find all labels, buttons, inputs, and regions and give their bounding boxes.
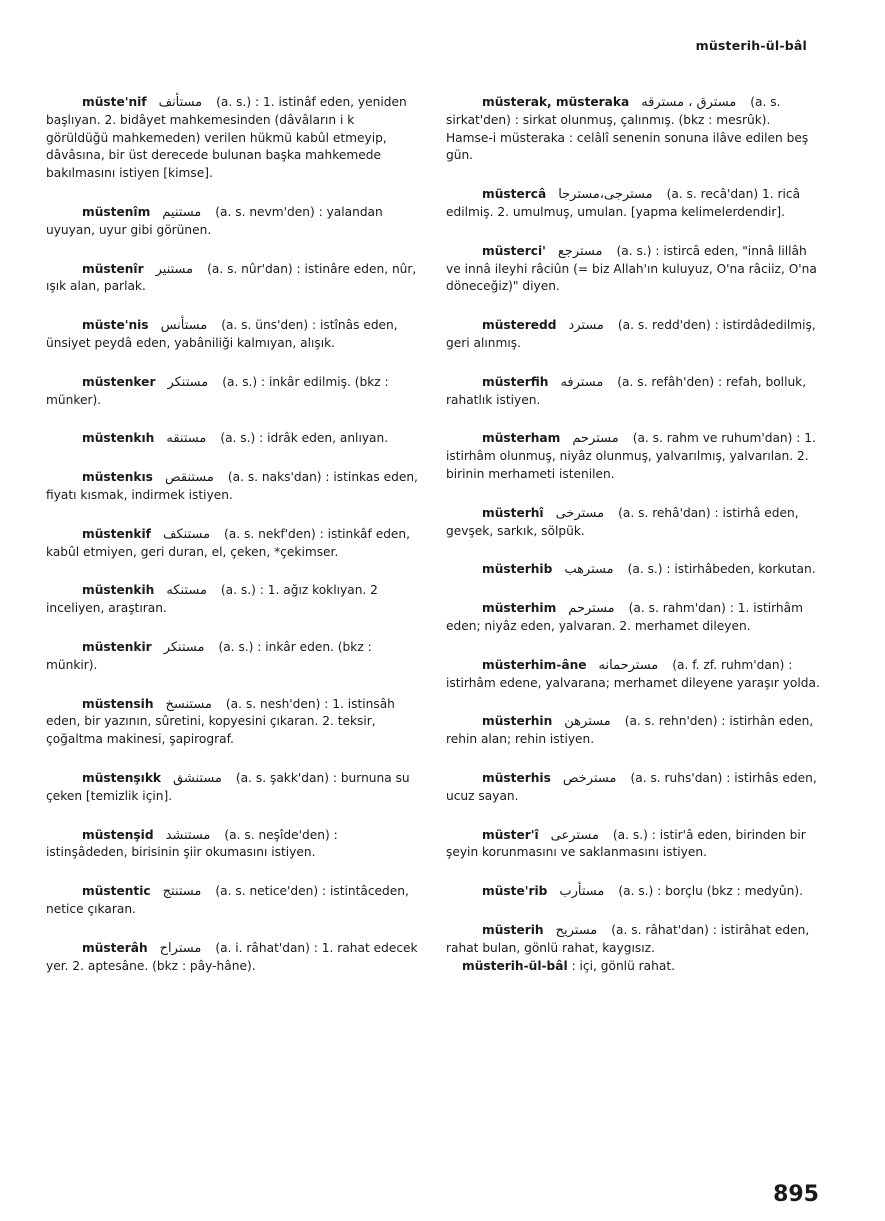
headword: müstenker	[82, 374, 156, 389]
entry-headline	[82, 583, 268, 597]
entry-headline	[482, 244, 663, 258]
headword: müstercâ	[482, 187, 547, 202]
entry-headline	[482, 658, 792, 672]
dictionary-entry	[446, 922, 820, 958]
entry-headline	[82, 205, 327, 219]
dictionary-entry	[46, 883, 418, 919]
grammar-info: (a. s. nevm'den) :	[215, 204, 327, 219]
entry-headline	[82, 95, 263, 109]
grammar-info: (a. s.) :	[218, 639, 266, 654]
arabic-script: مسترحمانه	[598, 657, 659, 673]
definition: istintâceden, netice çıkaran.	[46, 884, 409, 916]
grammar-info: (a. s. nûr'dan) :	[207, 261, 305, 276]
headword: müstenkih	[82, 583, 155, 598]
definition: 1. ağız koklıyan. 2 inceliyen, araştıran.	[46, 583, 378, 616]
headword: müsterham	[482, 431, 561, 446]
grammar-info: (a. s. rahm ve ruhum'dan) :	[632, 431, 805, 446]
headword: müster'î	[482, 827, 539, 842]
left-column	[46, 94, 418, 996]
grammar-info: (a. s. sirkat'den) :	[446, 95, 781, 127]
headword: müstenkıh	[82, 431, 155, 446]
grammar-info: (a. s. neşîde'den) :	[224, 827, 338, 842]
dictionary-entry	[46, 317, 418, 353]
arabic-script: مسترد	[568, 318, 604, 334]
definition: 1. ricâ edilmiş. 2. umulmuş, umulan. [yapma kelimelerdendir].	[446, 187, 801, 219]
arabic-script: مستنيم	[162, 204, 202, 220]
arabic-script: مستنشق	[173, 770, 222, 786]
entry-headline	[82, 697, 332, 711]
dictionary-entry	[46, 770, 418, 806]
headword: müsterih	[482, 922, 544, 937]
definition: inkâr edilmiş. (bkz : münker).	[46, 374, 389, 407]
headword: müsterhin	[482, 714, 553, 729]
headword: müsterhis	[482, 770, 551, 785]
dictionary-entry	[446, 94, 820, 165]
arabic-script: مسترهب	[564, 562, 614, 578]
headword: müstentic	[82, 884, 151, 899]
dictionary-entry	[446, 505, 820, 541]
grammar-info: (a. s.) :	[612, 827, 660, 842]
definition: 1. istinâf eden, yeniden başlıyan. 2. bidâyet mahkemesinden (dâvâların i k görüldüğü mahkemeden) verilen hükmü kabûl etmeyip, dâvâsına, bir üst derecede bulunan başka mahkemede bakılmasını istiyen [kimse].	[46, 95, 407, 181]
arabic-script: مسترعى	[550, 827, 599, 843]
headword: müsterhim	[482, 601, 557, 616]
entry-headline	[482, 318, 723, 332]
definition: 1. istirhâm olunmuş, niyâz olunmuş, yalvarılmış, yalvarılan. 2. birinin merhameti istenilen.	[446, 431, 816, 481]
grammar-info: (a. s.) :	[618, 884, 666, 899]
definition: 1. rahat edecek yer. 2. aptesâne. (bkz : pây-hâne).	[46, 940, 418, 973]
right-column	[446, 94, 820, 975]
entry-headline	[482, 375, 726, 389]
definition: istirdâdedilmiş, geri alınmış.	[446, 318, 816, 350]
arabic-script: مسترخص	[562, 770, 617, 786]
definition: istinkas eden, fiyatı kısmak, indirmek istiyen.	[46, 470, 418, 502]
definition: istinâre eden, nûr, ışık alan, parlak.	[46, 261, 417, 294]
arabic-script: مستنكه	[166, 583, 207, 599]
arabic-script: مستنقه	[166, 431, 207, 447]
headword: müstenîm	[82, 204, 151, 219]
definition: borçlu (bkz : medyûn).	[665, 884, 803, 899]
entry-headline	[482, 714, 729, 728]
arabic-script: مستنشد	[165, 827, 211, 843]
arabic-script: مستراح	[159, 940, 202, 956]
arabic-script: مستنكف	[162, 526, 211, 542]
grammar-info: (a. s. rehâ'dan) :	[618, 505, 723, 520]
dictionary-entry	[446, 770, 820, 806]
sub-entry	[446, 958, 820, 976]
arabic-script: مسترجى،مسترجا	[558, 187, 653, 203]
arabic-script: مستنتج	[162, 884, 202, 900]
entry-headline	[82, 828, 338, 842]
arabic-script: مسترخى	[555, 505, 605, 521]
headword: müsterâh	[82, 940, 148, 955]
dictionary-entry	[446, 430, 820, 483]
dictionary-entry	[446, 186, 820, 222]
entry-headline	[482, 923, 721, 937]
definition: sirkat olunmuş, çalınmış. (bkz : mesrûk). Hamse-i müsteraka : celâlî senenin sonuna ilâve edilen beş gün.	[446, 112, 809, 163]
grammar-info: (a. i. râhat'dan) :	[215, 940, 322, 955]
entry-headline	[82, 771, 341, 785]
entry-headline	[482, 828, 660, 842]
headword: müste'rib	[482, 884, 548, 899]
dictionary-entry	[446, 713, 820, 749]
headword: müstenkıs	[82, 470, 153, 485]
definition: 1. istirhâm eden; niyâz eden, yalvaran. 2. merhamet dileyen.	[446, 601, 803, 633]
grammar-info: (a. s.) :	[220, 431, 268, 446]
grammar-info: (a. s. redd'den) :	[617, 318, 723, 333]
definition: istir'â eden, birinden bir şeyin korunmasını ve saklanmasını istiyen.	[446, 827, 806, 860]
grammar-info: (a. s. râhat'dan) :	[611, 922, 721, 937]
entry-headline	[482, 187, 762, 201]
grammar-info: (a. f. zf. ruhm'dan) :	[672, 657, 793, 672]
entry-headline	[82, 527, 328, 541]
grammar-info: (a. s. rehn'den) :	[624, 714, 730, 729]
definition: istirhâm edene, yalvarana; merhamet dileyene yaraşır yolda.	[446, 675, 820, 690]
entry-headline	[82, 262, 305, 276]
definition: refah, bolluk, rahatlık istiyen.	[446, 374, 807, 407]
arabic-script: مستنير	[155, 261, 194, 277]
definition: istirhâ eden, gevşek, sarkık, sölpük.	[446, 505, 799, 538]
sub-headword: müsterih-ül-bâl	[462, 958, 568, 973]
entry-headline	[82, 884, 330, 898]
entry-headline	[82, 941, 322, 955]
headword: müsterhî	[482, 505, 544, 520]
headword: müsterak, müsteraka	[482, 95, 630, 109]
grammar-info: (a. s. recâ'dan)	[666, 187, 762, 202]
arabic-script: مسترفه	[560, 374, 604, 390]
arabic-script: مستريح	[555, 922, 598, 938]
dictionary-entry	[446, 317, 820, 353]
dictionary-entry	[46, 827, 418, 863]
entry-headline	[82, 318, 320, 332]
arabic-script: مسترجع	[557, 243, 603, 259]
definition: istînâs eden, ünsiyet peydâ eden, yabâniliği kalmıyan, alışık.	[46, 318, 398, 350]
dictionary-entry	[46, 940, 418, 976]
entry-headline	[482, 562, 674, 576]
arabic-script: مستأرب	[559, 884, 605, 900]
headword: müstenîr	[82, 261, 144, 276]
headword: müsterhib	[482, 562, 553, 577]
dictionary-entry	[46, 430, 418, 448]
entry-headline	[482, 884, 665, 898]
grammar-info: (a. s.) :	[222, 374, 270, 389]
grammar-info: (a. s. rahm'dan) :	[628, 601, 738, 616]
grammar-info: (a. s. üns'den) :	[221, 318, 320, 333]
headword: müstensih	[82, 696, 154, 711]
arabic-script: مسترهن	[564, 714, 611, 730]
dictionary-entry	[46, 94, 418, 183]
entry-headline	[482, 506, 723, 520]
grammar-info: (a. s. naks'dan) :	[227, 470, 334, 485]
headword: müsterci'	[482, 243, 546, 258]
arabic-script: مسترحم	[572, 431, 619, 447]
arabic-script: مستأنف	[158, 95, 203, 110]
definition: istircâ eden, "innâ lillâh ve innâ ileyhi râciûn (= biz Allah'ın kuluyuz, O'na râciiz, O'na döneceğiz)" diyen.	[446, 243, 817, 294]
definition: inkâr eden. (bkz : münkir).	[46, 639, 372, 672]
arabic-script: مستنكر	[163, 639, 205, 655]
dictionary-entry	[446, 600, 820, 636]
dictionary-entry	[46, 639, 418, 675]
arabic-script: مستنقص	[164, 470, 214, 486]
headword: müstenkir	[82, 639, 152, 654]
headword: müsterhim-âne	[482, 657, 587, 672]
headword: müstenşıkk	[82, 770, 162, 785]
dictionary-entry	[46, 374, 418, 410]
arabic-script: مستأنس	[160, 318, 208, 334]
arabic-script: مسترحم	[568, 601, 615, 617]
definition: istinşâdeden, birisinin şiir okumasını istiyen.	[46, 845, 316, 860]
page-number: 895	[773, 1182, 819, 1207]
definition: idrâk eden, anlıyan.	[267, 431, 389, 446]
headword: müste'nif	[82, 95, 147, 109]
dictionary-entry	[446, 374, 820, 410]
entry-headline	[82, 431, 267, 445]
sub-definition: : içi, gönlü rahat.	[571, 958, 675, 973]
grammar-info: (a. s.) :	[616, 243, 664, 258]
definition: istirâhat eden, rahat bulan, gönlü rahat, kaygısız.	[446, 922, 810, 955]
grammar-info: (a. s. nesh'den) :	[225, 696, 333, 711]
entry-headline	[482, 431, 804, 445]
headword: müstenkif	[82, 526, 151, 541]
dictionary-entry	[446, 243, 820, 296]
headword: müsterfih	[482, 374, 549, 389]
arabic-script: مسترق ، مسترقه	[641, 95, 737, 110]
dictionary-entry	[446, 827, 820, 863]
definition: istirhâs eden, ucuz sayan.	[446, 770, 817, 803]
definition: istirhân eden, rehin alan; rehin istiyen.	[446, 714, 814, 747]
definition: istirhâbeden, korkutan.	[674, 562, 816, 577]
definition: 1. istinsâh eden, bir yazının, sûretini, kopyesini çıkaran. 2. teksir, çoğaltma makinesi, şapirograf.	[46, 696, 395, 747]
entry-headline	[82, 375, 269, 389]
grammar-info: (a. s.) :	[216, 95, 263, 109]
grammar-info: (a. s. ruhs'dan) :	[630, 770, 735, 785]
arabic-script: مستنكر	[167, 374, 209, 390]
dictionary-entry	[46, 526, 418, 562]
arabic-script: مستنسخ	[165, 696, 212, 712]
entry-headline	[482, 771, 734, 785]
dictionary-entry	[46, 582, 418, 618]
headword: müstenşid	[82, 827, 154, 842]
definition: istinkâf eden, kabûl etmiyen, geri duran, el, çeken, *çekimser.	[46, 526, 411, 559]
dictionary-entry	[446, 561, 820, 579]
dictionary-entry	[46, 469, 418, 505]
dictionary-entry	[46, 261, 418, 297]
definition: burnuna su çeken [temizlik için].	[46, 770, 410, 803]
entry-headline	[482, 601, 738, 615]
grammar-info: (a. s. nekf'den) :	[224, 526, 328, 541]
running-head: müsterih-ül-bâl	[695, 38, 807, 53]
entry-headline	[82, 470, 333, 484]
dictionary-entry	[46, 204, 418, 240]
grammar-info: (a. s.) :	[627, 562, 675, 577]
dictionary-entry	[446, 883, 820, 901]
dictionary-entry	[46, 696, 418, 749]
grammar-info: (a. s.) :	[220, 583, 268, 598]
definition: yalandan uyuyan, uyur gibi görünen.	[46, 204, 383, 237]
dictionary-entry	[446, 657, 820, 693]
grammar-info: (a. s. şakk'dan) :	[235, 770, 341, 785]
grammar-info: (a. s. refâh'den) :	[617, 374, 727, 389]
grammar-info: (a. s. netice'den) :	[215, 884, 330, 899]
headword: müsteredd	[482, 318, 557, 333]
headword: müste'nis	[82, 318, 149, 333]
entry-headline	[82, 640, 265, 654]
